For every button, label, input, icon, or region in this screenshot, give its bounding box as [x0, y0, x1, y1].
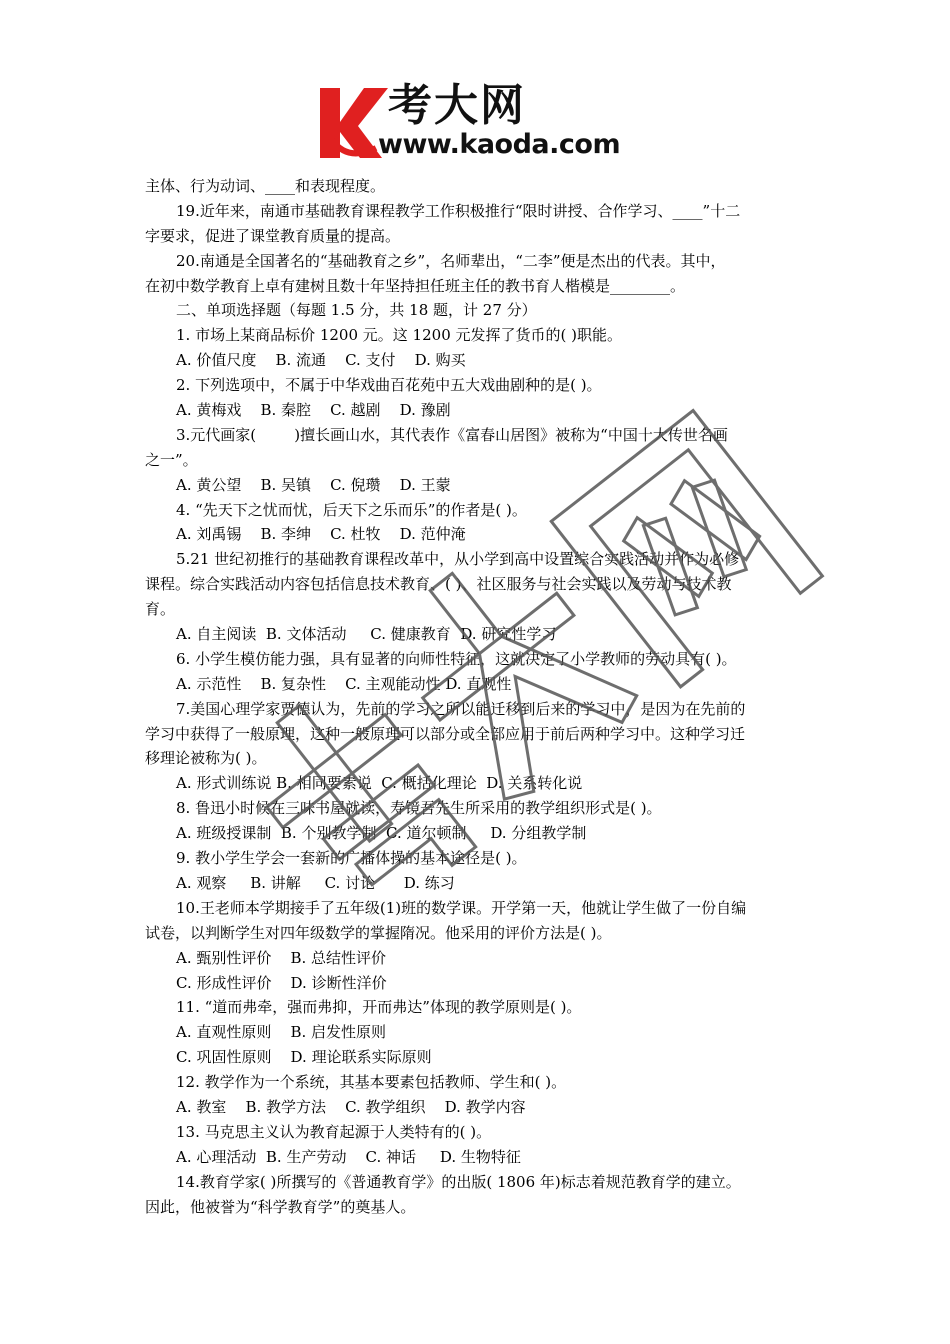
- text-line: 在初中数学教育上卓有建树且数十年坚持担任班主任的教书育人楷模是________。: [145, 276, 686, 295]
- text-line: 6. 小学生模仿能力强，具有显著的向师性特征，这就决定了小学教师的劳动具有( )。: [176, 649, 737, 668]
- text-line: 7.美国心理学家贾德认为，先前的学习之所以能迁移到后来的学习中，是因为在先前的: [176, 699, 746, 718]
- text-line: A. 黄公望 B. 吴镇 C. 倪瓒 D. 王蒙: [176, 475, 451, 494]
- text-line: 10.王老师本学期接手了五年级(1)班的数学课。开学第一天，他就让学生做了一份自编: [176, 898, 747, 917]
- text-line: 试卷，以判断学生对四年级数学的掌握隋况。他采用的评价方法是( )。: [145, 923, 612, 942]
- text-line: 课程。综合实践活动内容包括信息技术教育、( )、社区服务与社会实践以及劳动与技术教: [145, 575, 732, 594]
- text-line: 因此，他被誉为“科学教育学”的奠基人。: [145, 1197, 416, 1216]
- logo-url: www.kaoda.com: [378, 129, 621, 160]
- text-line: 主体、行为动词、____和表现程度。: [145, 177, 386, 195]
- text-line: 20.南通是全国著名的“基础教育之乡”，名师辈出，“二李”便是杰出的代表。其中，: [176, 251, 726, 270]
- text-line: 2. 下列选项中，不属于中华戏曲百花苑中五大戏曲剧种的是( )。: [176, 376, 602, 395]
- kaoda-logo: [318, 78, 648, 164]
- text-line: 字要求，促进了课堂教育质量的提高。: [145, 226, 401, 245]
- text-line: A. 心理活动 B. 生产劳动 C. 神话 D. 生物特征: [176, 1147, 521, 1166]
- text-line: A. 价值尺度 B. 流通 C. 支付 D. 购买: [176, 351, 466, 370]
- text-line: C. 巩固性原则 D. 理论联系实际原则: [176, 1048, 432, 1067]
- logo-brand-name: 考大网: [388, 80, 526, 131]
- text-line: 3.元代画家( )擅长画山水，其代表作《富春山居图》被称为“中国十大传世名画: [176, 425, 728, 444]
- text-line: A. 形式训练说 B. 相同要素说 C. 概括化理论 D. 关系转化说: [176, 774, 583, 793]
- text-line: 11. “道而弗牵，强而弗抑，开而弗达”体现的教学原则是( )。: [176, 998, 582, 1017]
- text-line: 13. 马克思主义认为教育起源于人类特有的( )。: [176, 1122, 492, 1141]
- text-line: A. 自主阅读 B. 文体活动 C. 健康教育 D. 研究性学习: [176, 625, 557, 644]
- text-line: 移理论被称为( )。: [145, 749, 267, 768]
- text-line: 二、单项选择题（每题 1.5 分，共 18 题，计 27 分）: [176, 301, 537, 320]
- text-line: 育。: [145, 600, 176, 619]
- text-line: A. 示范性 B. 复杂性 C. 主观能动性 D. 直观性: [176, 674, 512, 693]
- text-line: A. 教室 B. 教学方法 C. 教学组织 D. 教学内容: [176, 1097, 526, 1116]
- text-line: 之一”。: [145, 450, 198, 469]
- text-line: A. 刘禹锡 B. 李绅 C. 杜牧 D. 范仲淹: [176, 525, 466, 544]
- text-line: 学习中获得了一般原理，这种一般原理可以部分或全部应用于前后两种学习中。这种学习迁: [145, 724, 746, 743]
- text-line: 5.21 世纪初推行的基础教育课程改革中，从小学到高中设置综合实践活动并作为必修: [176, 550, 740, 569]
- text-line: A. 直观性原则 B. 启发性原则: [176, 1023, 387, 1042]
- text-line: 14.教育学家( )所撰写的《普通教育学》的出版( 1806 年)标志着规范教育学的建立。: [176, 1172, 741, 1191]
- text-line: C. 形成性评价 D. 诊断性洋价: [176, 973, 387, 992]
- text-line: 19.近年来，南通市基础教育课程教学工作积极推行“限时讲授、合作学习、____”十二: [176, 201, 741, 220]
- text-line: A. 班级授课制 B. 个别教学制 C. 道尔顿制 D. 分组教学制: [176, 824, 587, 843]
- text-line: 9. 教小学生学会一套新的广播体操的基本途径是( )。: [176, 849, 527, 868]
- text-line: 4. “先天下之忧而忧，后天下之乐而乐”的作者是( )。: [176, 500, 527, 519]
- text-line: 1. 市场上某商品标价 1200 元。这 1200 元发挥了货币的( )职能。: [176, 326, 622, 345]
- text-line: 8. 鲁迅小时候在三味书屋就读，寿镜吾先生所采用的教学组织形式是( )。: [176, 799, 662, 818]
- text-line: A. 黄梅戏 B. 秦腔 C. 越剧 D. 豫剧: [176, 401, 451, 420]
- text-line: A. 观察 B. 讲解 C. 讨论 D. 练习: [176, 873, 455, 892]
- text-line: A. 甄别性评价 B. 总结性评价: [176, 948, 387, 967]
- document-body: [145, 174, 807, 1219]
- text-line: 12. 教学作为一个系统，其基本要素包括教师、学生和( )。: [176, 1073, 567, 1092]
